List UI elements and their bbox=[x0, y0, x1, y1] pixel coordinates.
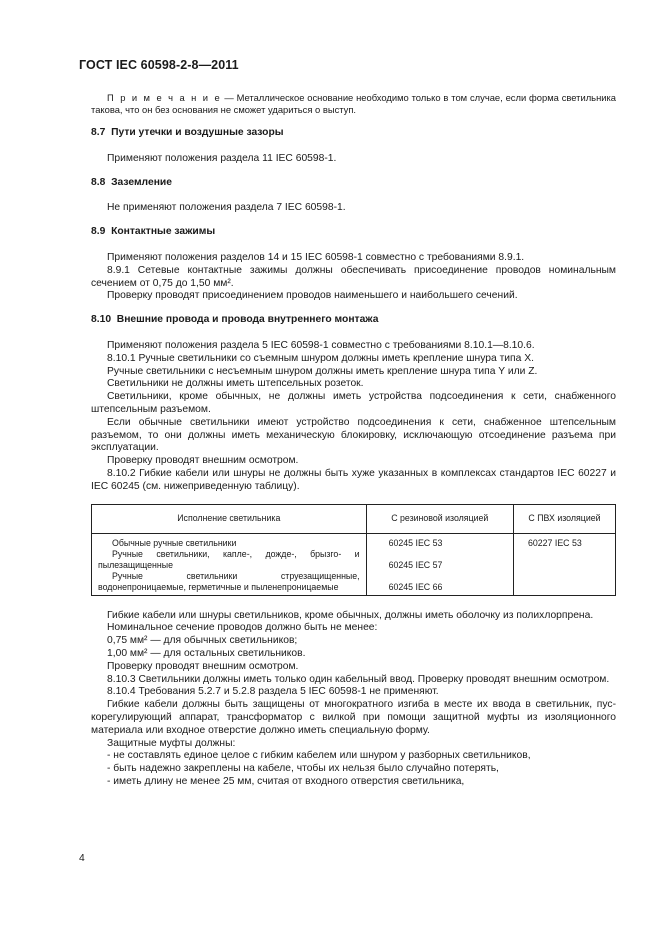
table-row bbox=[92, 533, 616, 595]
paragraph: Применяют положения разделов 14 и 15 IEC 60598-1 совместно с требованиями 8.9.1. bbox=[107, 251, 525, 263]
list-item: - не составлять единое целое с гибким кабелем или шнуром у разборных светильников, bbox=[107, 750, 531, 762]
table-cell bbox=[513, 533, 615, 595]
section-8-9-heading bbox=[91, 226, 616, 239]
paragraph: 8.10.3 Светильники должны иметь только один кабельный ввод. Проверку проводят внешним осмотром. bbox=[107, 673, 610, 685]
luminaire-type: Ручные светильники струезащищенные, водонепроницаемые, герметичные и пыленепроницаемые bbox=[98, 570, 360, 592]
paragraph: Светильники, кроме обычных, не должны иметь устройства подсоединения к сети, снабженного штепсельным разъемом. bbox=[91, 391, 616, 415]
paragraph: 8.10.4 Требования 5.2.7 и 5.2.8 раздела 5 IEC 60598-1 не применяют. bbox=[107, 686, 439, 698]
luminaire-type: Обычные ручные светильники bbox=[112, 537, 237, 548]
paragraph: Не применяют положения раздела 7 IEC 60598-1. bbox=[107, 202, 346, 214]
section-8-8-heading bbox=[91, 177, 616, 190]
document-header: ГОСТ IEC 60598-2-8—2011 bbox=[79, 58, 239, 72]
pvc-cable: 60227 IEC 53 bbox=[527, 537, 582, 548]
section-number: 8.10 bbox=[91, 314, 112, 326]
rubber-cable: 60245 IEC 57 bbox=[388, 559, 443, 570]
paragraph: Защитные муфты должны: bbox=[107, 737, 236, 749]
table-header-row bbox=[92, 504, 616, 533]
section-number: 8.9 bbox=[91, 226, 106, 238]
note-text: — Металлическое основание необходимо только в том случае, если форма светильника такова, что он без основания не сможет удариться о выступ. bbox=[91, 92, 617, 115]
column-header: С ПВХ изоляцией bbox=[513, 504, 615, 533]
paragraph: 8.10.1 Ручные светильники со съемным шнуром должны иметь крепление шнура типа X. bbox=[107, 352, 534, 364]
column-header: С резиновой изоляцией bbox=[366, 504, 513, 533]
note-paragraph bbox=[91, 92, 616, 116]
paragraph: 8.9.1 Сетевые контактные зажимы должны обеспечивать присоединение проводов номинальным сечением от 0,75 до 1,50 мм². bbox=[91, 264, 616, 289]
section-title: Внешние провода и провода внутреннего монтажа bbox=[116, 314, 379, 326]
luminaire-type: Ручные светильники, капле-, дожде-, брызго- и пылезащищенные bbox=[98, 548, 360, 570]
column-header: Исполнение светильника bbox=[92, 504, 367, 533]
section-title: Заземление bbox=[111, 176, 172, 188]
paragraph: Проверку проводят внешним осмотром. bbox=[107, 660, 299, 672]
paragraph: Проверку проводят внешним осмотром. bbox=[107, 455, 299, 467]
paragraph: Ручные светильники с несъемным шнуром должны иметь крепление шнура типа Y или Z. bbox=[107, 365, 538, 377]
section-8-10-heading bbox=[91, 314, 616, 327]
section-number: 8.8 bbox=[91, 176, 106, 188]
paragraph: Гибкие кабели должны быть защищены от многократного изгиба в месте их ввода в светильник, пускорегулирующий аппарат, трансформатор с вилкой при помощи защитной муфты из изоляционного материала или входное отверстие должно иметь специальную форму. bbox=[91, 699, 616, 736]
note-label: П р и м е ч а н и е bbox=[107, 92, 222, 103]
section-title: Пути утечки и воздушные зазоры bbox=[111, 127, 284, 138]
pvc-cable bbox=[520, 549, 609, 560]
paragraph: Номинальное сечение проводов должно быть не менее: bbox=[107, 622, 378, 634]
paragraph: Проверку проводят присоединением проводов наименьшего и наибольшего сечений. bbox=[107, 290, 518, 302]
paragraph: Светильники не должны иметь штепсельных розеток. bbox=[107, 378, 364, 390]
list-item: - иметь длину не менее 25 мм, считая от входного отверстия светильника, bbox=[107, 775, 465, 787]
section-8-7-heading bbox=[91, 127, 616, 140]
paragraph: Применяют положения раздела 5 IEC 60598-1 совместно с требованиями 8.10.1—8.10.6. bbox=[107, 339, 535, 351]
paragraph: 8.10.2 Гибкие кабели или шнуры не должны быть хуже указанных в комплексах стандартов IEC 60227 и IEC 60245 (см. нижеприведенную таблицу). bbox=[91, 467, 616, 492]
list-item: - быть надежно закреплены на кабеле, чтобы их нельзя было случайно потерять, bbox=[107, 763, 499, 775]
table-cell bbox=[366, 533, 513, 595]
page-number: 4 bbox=[79, 853, 85, 864]
paragraph: 1,00 мм² — для остальных светильников. bbox=[107, 647, 306, 659]
rubber-cable: 60245 IEC 66 bbox=[388, 581, 443, 592]
section-title: Контактные зажимы bbox=[111, 226, 216, 238]
paragraph: Применяют положения раздела 11 IEC 60598-1. bbox=[107, 152, 337, 164]
paragraph: 0,75 мм² — для обычных светильников; bbox=[107, 635, 298, 647]
paragraph: Если обычные светильники имеют устройство подсоединения к сети, снабженное штепсельным разъемом, то они должны иметь механическую блокировку, исключающую отсоединение разъема при эксплуатации. bbox=[91, 416, 616, 454]
section-number: 8.7 bbox=[91, 127, 106, 138]
table-cell bbox=[92, 533, 367, 595]
cable-table bbox=[91, 504, 616, 596]
rubber-cable: 60245 IEC 53 bbox=[388, 537, 443, 548]
pvc-cable bbox=[520, 560, 609, 571]
page-body bbox=[91, 92, 616, 789]
paragraph: Гибкие кабели или шнуры светильников, кроме обычных, должны иметь оболочку из полихлорпрена. bbox=[107, 609, 594, 621]
